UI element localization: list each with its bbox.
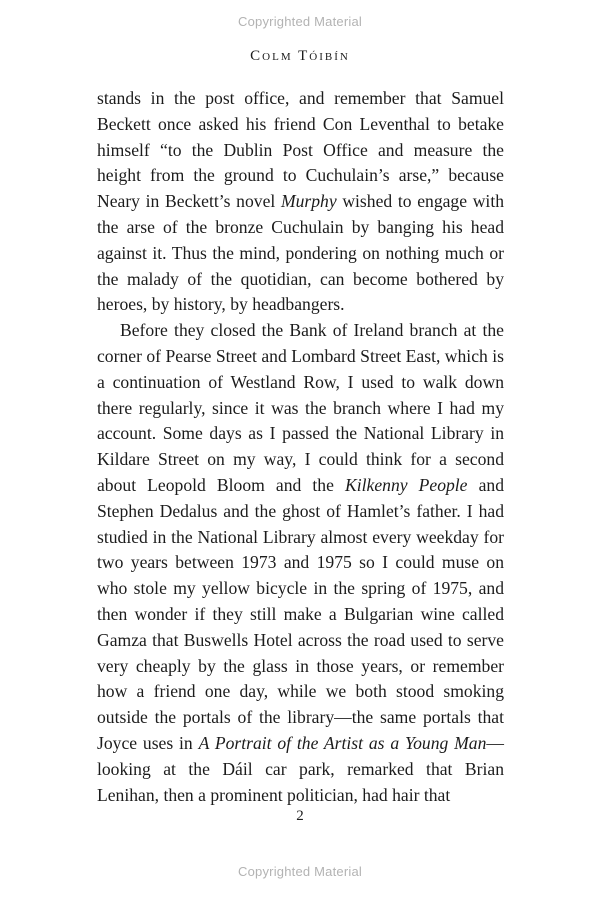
running-head-author: Colm Tóibín bbox=[250, 48, 350, 64]
watermark-top: Copyrighted Material bbox=[238, 14, 362, 29]
paragraph-1-text-a: stands in the post office, and remember that Samuel Beckett once asked his friend Con Leventhal to betake himself “to the Dublin Post Office and measure the height from the ground to Cuchulain’s arse,” because Neary in Beckett’s novel bbox=[97, 88, 504, 212]
body-text bbox=[97, 86, 504, 808]
paragraph-2-title-kilkenny-people: Kilkenny People bbox=[345, 474, 468, 495]
paragraph-2-text-a: Before they closed the Bank of Ireland branch at the corner of Pearse Street and Lombard Street East, which is a continuation of Westland Row, I used to walk down there regularly, since it was the branch where I had my account. Some days as I passed the National Library in Kildare Street on my way, I could think for a second about Leopold Bloom and the bbox=[97, 320, 504, 495]
paragraph-2-text-c: —looking at the Dáil car park, remarked that Brian Lenihan, then a prominent politician, had hair that bbox=[97, 732, 504, 805]
watermark-bottom: Copyrighted Material bbox=[238, 864, 362, 879]
paragraph-1-title-murphy: Murphy bbox=[280, 191, 337, 212]
paragraph-1 bbox=[97, 86, 504, 318]
page-number: 2 bbox=[296, 808, 304, 824]
paragraph-2-title-portrait: A Portrait of the Artist as a Young Man bbox=[198, 732, 487, 753]
paragraph-2-text-b: and Stephen Dedalus and the ghost of Hamlet’s father. I had studied in the National Library almost every weekday for two years between 1973 and 1975 so I could muse on who stole my yellow bicycle in the spring of 1975, and then wonder if they still make a Bulgarian wine called Gamza that Buswells Hotel across the road used to serve very cheaply by the glass in those years, or remember how a friend one day, while we both stood smoking outside the portals of the library—the same portals that Joyce uses in bbox=[97, 474, 504, 753]
paragraph-1-text-b: wished to engage with the arse of the bronze Cuchulain by banging his head against it. Thus the mind, pondering on nothing much or the malady of the quotidian, can become bothered by heroes, by history, by headbangers. bbox=[97, 191, 504, 315]
paragraph-2 bbox=[97, 318, 504, 808]
